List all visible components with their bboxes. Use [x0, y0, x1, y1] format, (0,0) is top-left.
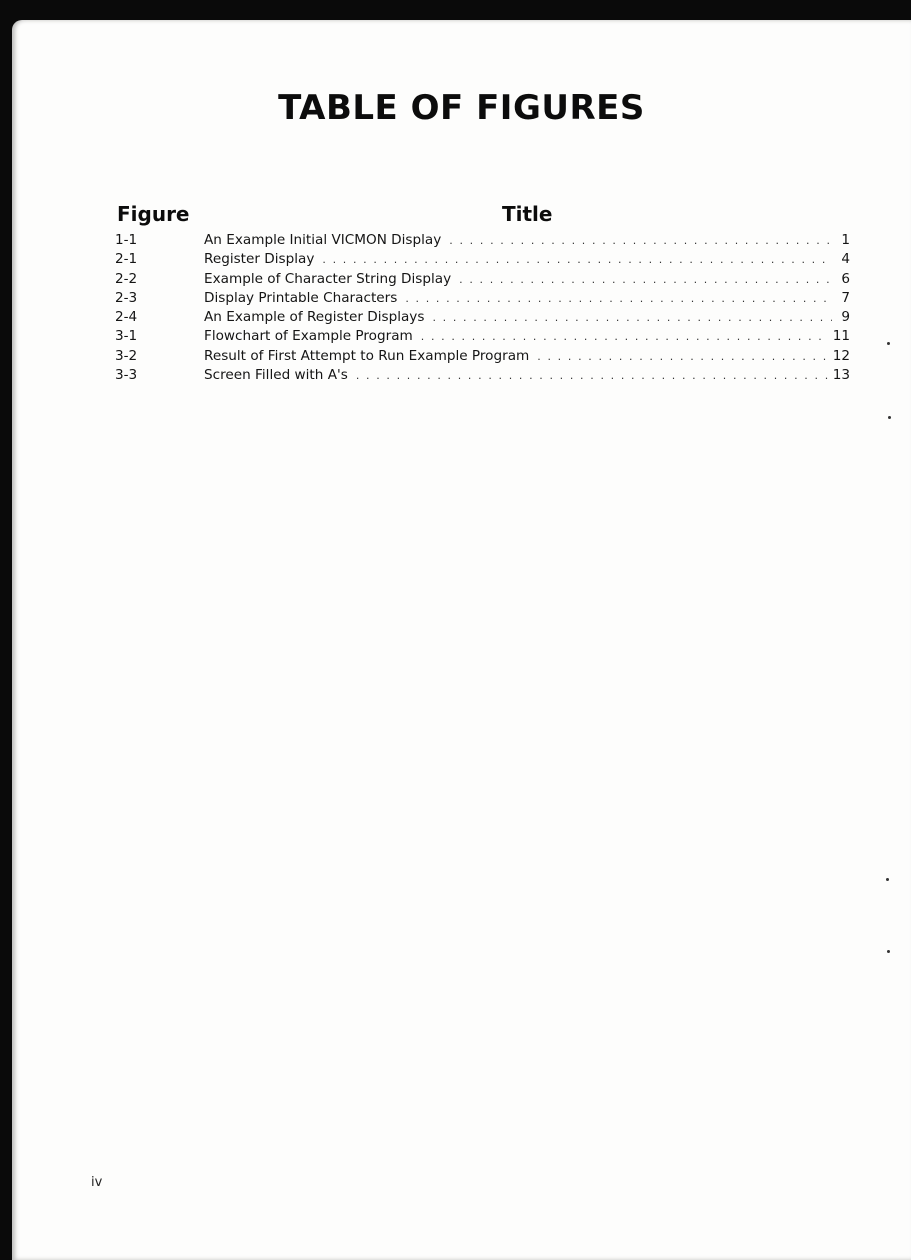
- scan-speck: [886, 878, 889, 881]
- figure-number: 3-3: [115, 367, 138, 384]
- figure-row[interactable]: [115, 289, 850, 308]
- scan-speck: [887, 950, 890, 953]
- figure-row[interactable]: [115, 270, 850, 289]
- figure-title: Register Display: [204, 251, 315, 268]
- column-header-figure: Figure: [117, 202, 190, 226]
- page-title: TABLE OF FIGURES: [278, 88, 645, 128]
- page-number-footer: iv: [91, 1175, 103, 1190]
- figure-row[interactable]: [115, 366, 850, 385]
- figure-row[interactable]: [115, 250, 850, 269]
- figure-row[interactable]: [115, 347, 850, 366]
- column-header-title: Title: [502, 202, 553, 226]
- figure-page-number: 12: [832, 347, 850, 364]
- figure-title: An Example of Register Displays: [204, 309, 425, 326]
- figure-title: Result of First Attempt to Run Example Program: [204, 347, 530, 364]
- document-page: [12, 20, 911, 1260]
- figure-title: Screen Filled with A's: [204, 367, 348, 384]
- figure-number: 2-3: [115, 289, 138, 306]
- figure-title: An Example Initial VICMON Display: [204, 232, 442, 248]
- figure-row[interactable]: [115, 327, 850, 346]
- figure-number: 1-1: [115, 232, 138, 248]
- figure-page-number: 7: [841, 289, 850, 306]
- figure-page-number: 9: [841, 309, 850, 326]
- scan-speck: [887, 342, 890, 345]
- dot-leader: [356, 366, 829, 385]
- dot-leader: [421, 327, 829, 346]
- scan-speck: [888, 416, 891, 419]
- figure-page-number: 13: [832, 367, 850, 384]
- dot-leader: [322, 250, 832, 269]
- figure-number: 3-2: [115, 347, 138, 364]
- figure-number: 2-2: [115, 270, 138, 287]
- figure-row[interactable]: [115, 308, 850, 327]
- figure-number: 2-1: [115, 251, 138, 268]
- figure-page-number: 6: [841, 270, 850, 287]
- figure-page-number: 1: [841, 232, 850, 248]
- dot-leader: [537, 347, 828, 366]
- dot-leader: [459, 270, 832, 289]
- figure-list: [115, 231, 850, 385]
- dot-leader: [432, 308, 832, 327]
- dot-leader: [405, 289, 832, 308]
- figure-page-number: 4: [841, 251, 850, 268]
- dot-leader: [449, 231, 832, 250]
- figure-title: Flowchart of Example Program: [204, 328, 413, 345]
- figure-number: 3-1: [115, 328, 138, 345]
- figure-title: Display Printable Characters: [204, 289, 398, 306]
- figure-page-number: 11: [832, 328, 850, 345]
- figure-number: 2-4: [115, 309, 138, 326]
- figure-title: Example of Character String Display: [204, 270, 452, 287]
- figure-row[interactable]: [115, 231, 850, 250]
